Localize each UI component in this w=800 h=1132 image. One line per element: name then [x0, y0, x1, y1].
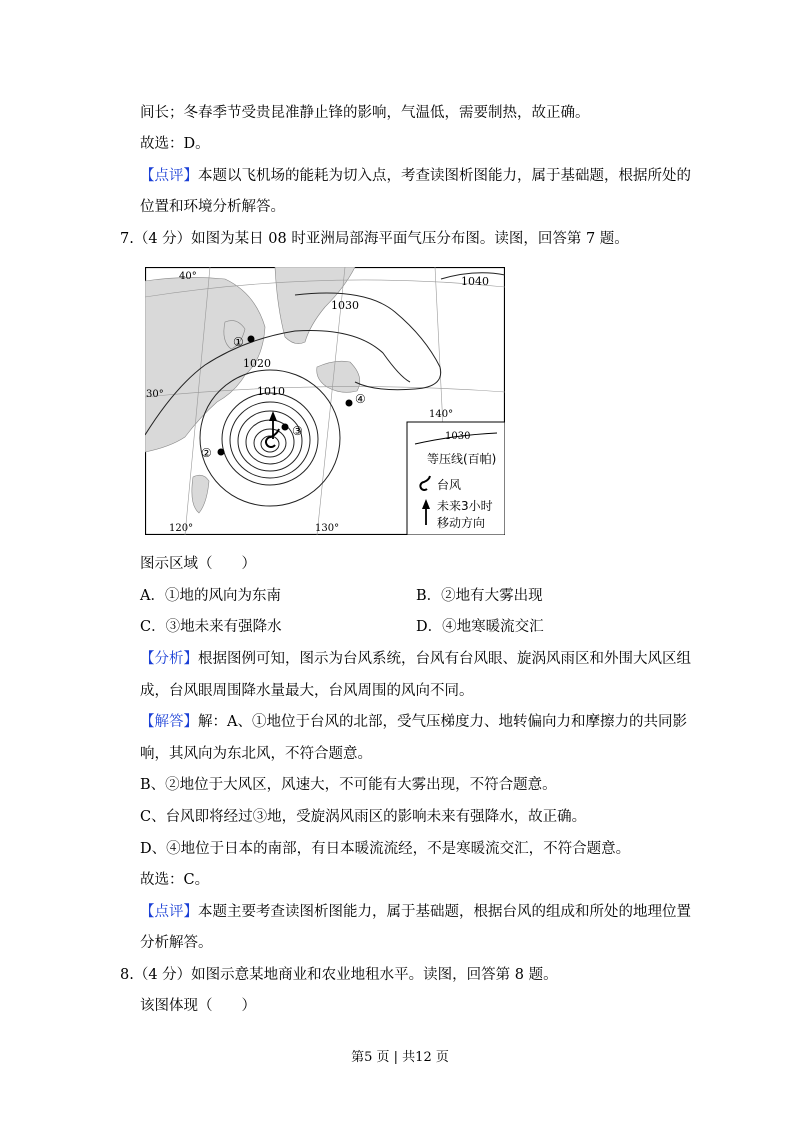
isobar-label: 1040 — [461, 275, 489, 288]
question-number: 7. — [120, 231, 134, 247]
lat-label: 40° — [179, 271, 197, 282]
solution-line — [140, 712, 687, 732]
comment-line-2: 分析解答。 — [140, 935, 213, 951]
answer-line: 故选：C。 — [140, 872, 210, 888]
option-a: A．①地的风向为东南 — [140, 588, 281, 604]
option-b: B．②地有大雾出现 — [416, 588, 543, 604]
solution-text: 解：A、①地位于台风的北部，受气压梯度力、地转偏向力和摩擦力的共同影 — [198, 714, 687, 730]
comment-line — [140, 902, 691, 922]
lon-label: 120° — [169, 523, 194, 534]
option-c: C．③地未来有强降水 — [140, 619, 282, 635]
svg-text:移动方向: 移动方向 — [437, 516, 486, 530]
question-8-stem — [120, 965, 558, 985]
isobar-label: 1010 — [257, 385, 285, 398]
solution-line-c: C、台风即将经过③地，受旋涡风雨区的影响未来有强降水，故正确。 — [140, 809, 587, 825]
solution-line-b: B、②地位于大风区，风速大，不可能有大雾出现，不符合题意。 — [140, 777, 557, 793]
text-line: 间长；冬春季节受贵昆准静止锋的影响，气温低，需要制热，故正确。 — [140, 105, 590, 121]
solution-tag: 【解答】 — [140, 714, 198, 730]
lon-label: 140° — [429, 409, 454, 420]
page-footer: 第5 页 | 共12 页 — [351, 1050, 449, 1065]
solution-line-d: D、④地位于日本的南部，有日本暖流流经，不是寒暖流交汇，不符合题意。 — [140, 841, 631, 857]
svg-text:①: ① — [233, 335, 244, 349]
comment-line-2: 位置和环境分析解答。 — [140, 199, 285, 215]
svg-text:②: ② — [201, 446, 212, 460]
svg-text:④: ④ — [355, 392, 366, 406]
question-number: 8. — [120, 967, 134, 983]
isobar-label: 1030 — [331, 299, 359, 312]
svg-text:台风: 台风 — [437, 478, 462, 492]
answer-line: 故选：D。 — [140, 136, 210, 152]
comment-text: 本题主要考查读图析图能力，属于基础题，根据台风的组成和所处的地理位置 — [198, 904, 691, 920]
pressure-map — [145, 267, 505, 535]
comment-line — [140, 166, 691, 186]
question-stem: （4 分）如图示意某地商业和农业地租水平。读图，回答第 8 题。 — [133, 967, 558, 983]
svg-text:1030: 1030 — [445, 431, 471, 442]
analysis-tag: 【分析】 — [140, 651, 198, 667]
question-prompt: 图示区域（ ） — [140, 556, 256, 572]
lat-label: 30° — [146, 389, 164, 400]
solution-line-2: 响，其风向为东北风，不符合题意。 — [140, 746, 372, 762]
map-legend — [407, 422, 505, 535]
svg-text:未来3小时: 未来3小时 — [437, 499, 493, 513]
analysis-text: 根据图例可知，图示为台风系统，台风有台风眼、旋涡风雨区和外围大风区组 — [198, 651, 691, 667]
lon-label: 130° — [315, 523, 340, 534]
question-prompt: 该图体现（ ） — [140, 998, 256, 1014]
comment-tag: 【点评】 — [140, 904, 198, 920]
question-stem: （4 分）如图为某日 08 时亚洲局部海平面气压分布图。读图，回答第 7 题。 — [133, 231, 629, 247]
svg-text:③: ③ — [292, 424, 303, 438]
svg-text:等压线(百帕): 等压线(百帕) — [427, 452, 497, 466]
question-7-stem — [120, 229, 629, 249]
comment-tag: 【点评】 — [140, 168, 198, 184]
option-d: D．④地寒暖流交汇 — [416, 619, 544, 635]
comment-text: 本题以飞机场的能耗为切入点，考查读图析图能力，属于基础题，根据所处的 — [198, 168, 691, 184]
isobar-label: 1020 — [243, 357, 271, 370]
analysis-line — [140, 649, 691, 669]
analysis-line-2: 成，台风眼周围降水量最大，台风周围的风向不同。 — [140, 683, 474, 699]
